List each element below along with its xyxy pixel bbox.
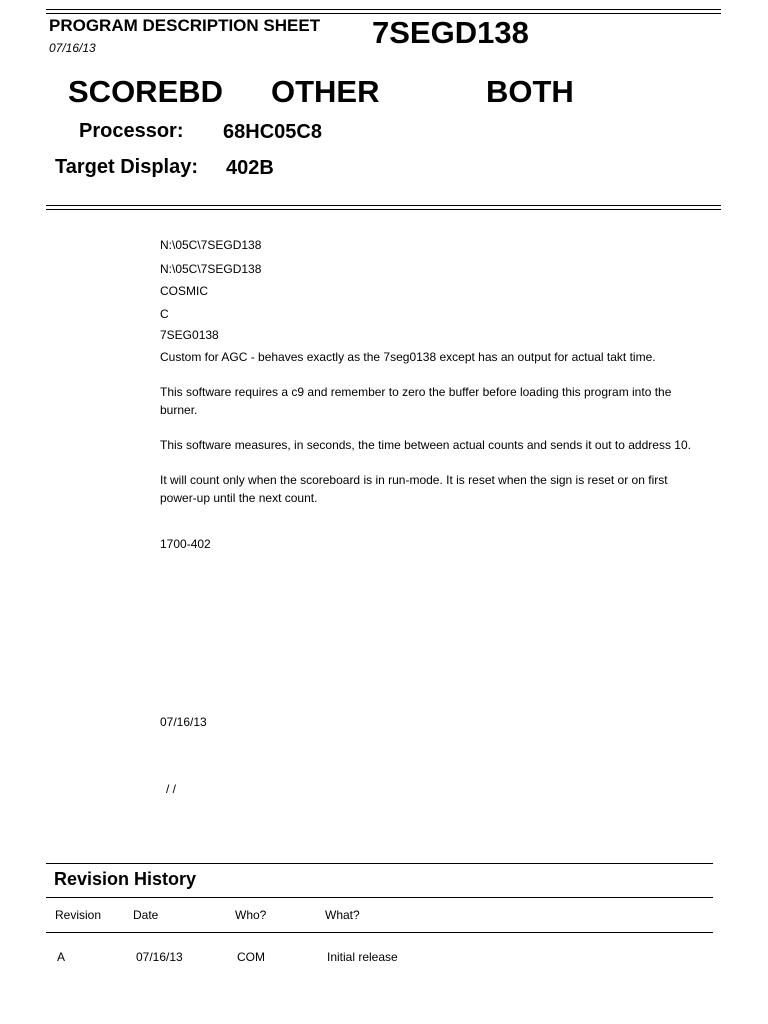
compiled-with-value: COSMIC bbox=[160, 284, 208, 298]
category-other: OTHER bbox=[271, 74, 380, 109]
revision-cell: A bbox=[57, 950, 66, 964]
language-value: C bbox=[160, 307, 169, 321]
description-text bbox=[160, 348, 705, 524]
date-cell: 07/16/13 bbox=[136, 950, 183, 964]
doc-date: 07/16/13 bbox=[49, 41, 96, 55]
revision-header-rule bbox=[46, 932, 713, 933]
revision-top-rule bbox=[46, 863, 713, 864]
revision-history-title: Revision History bbox=[54, 869, 197, 889]
date-in-value: 07/16/13 bbox=[160, 715, 207, 729]
revision-title-rule bbox=[46, 897, 713, 898]
top-rule bbox=[46, 9, 721, 10]
description-paragraph: Custom for AGC - behaves exactly as the 7seg0138 except has an output for actual takt time. bbox=[160, 350, 656, 364]
who-column-header: Who? bbox=[235, 908, 267, 922]
program-code: 7SEGD138 bbox=[372, 15, 529, 50]
processor-value: 68HC05C8 bbox=[223, 121, 322, 143]
source-loc-value: N:\05C\7SEGD138 bbox=[160, 262, 262, 276]
description-paragraph: This software requires a c9 and remember to zero the buffer before loading this program into the burner. bbox=[160, 385, 672, 417]
description-paragraph: This software measures, in seconds, the time between actual counts and sends it out to address 10. bbox=[160, 438, 691, 452]
control-bd-value: 1700-402 bbox=[160, 537, 211, 551]
what-cell: Initial release bbox=[327, 950, 398, 964]
processor-label: Processor: bbox=[79, 120, 184, 142]
section-rule bbox=[46, 205, 721, 206]
what-column-header: What? bbox=[325, 908, 360, 922]
who-cell: COM bbox=[237, 950, 265, 964]
path-value: N:\05C\7SEGD138 bbox=[160, 238, 262, 252]
category-scorebd: SCOREBD bbox=[68, 74, 224, 109]
based-on-value: 7SEG0138 bbox=[160, 328, 219, 342]
target-display-value: 402B bbox=[226, 157, 274, 179]
target-display-label: Target Display: bbox=[55, 156, 198, 178]
doc-title: PROGRAM DESCRIPTION SHEET bbox=[49, 16, 321, 35]
section-rule-2 bbox=[46, 209, 721, 210]
released-value: / / bbox=[166, 782, 177, 796]
revision-column-header: Revision bbox=[55, 908, 102, 922]
category-both: BOTH bbox=[486, 74, 574, 109]
date-column-header: Date bbox=[133, 908, 159, 922]
description-paragraph: It will count only when the scoreboard is in run-mode. It is reset when the sign is reset or on first power-up until the next count. bbox=[160, 473, 668, 505]
top-rule-2 bbox=[46, 13, 721, 14]
